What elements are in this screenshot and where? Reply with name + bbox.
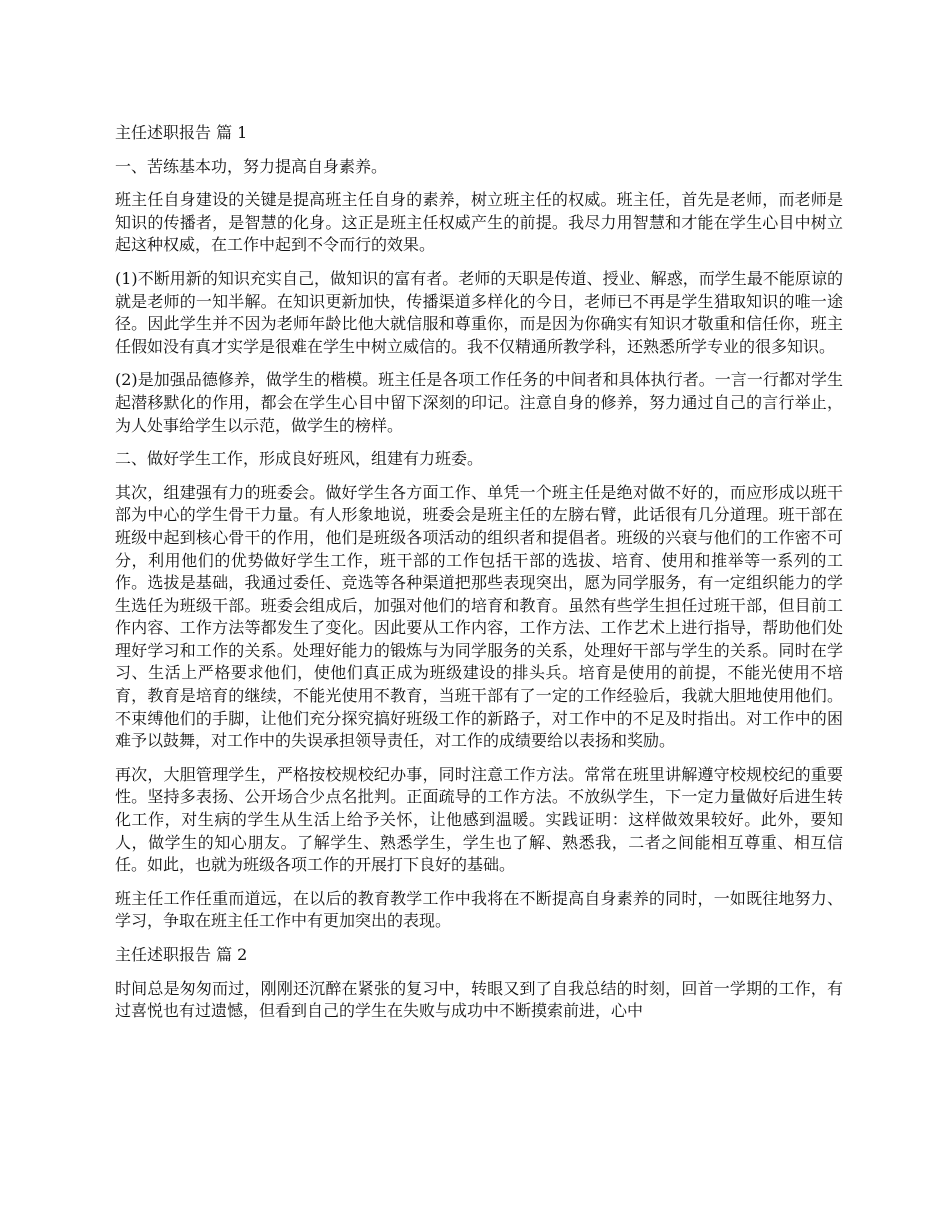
paragraph-6: 班主任工作任重而道远，在以后的教育教学工作中我将在不断提高自身素养的同时，一如既往地努力、学习，争取在班主任工作中有更加突出的表现。: [115, 888, 843, 931]
paragraph-1: 班主任自身建设的关键是提高班主任自身的素养，树立班主任的权威。班主任，首先是老师，而老师是知识的传播者，是智慧的化身。这正是班主任权威产生的前提。我尽力用智慧和才能在学生心目中树立起这种权威，在工作中起到不令而行的效果。: [115, 190, 843, 255]
report-title-1: 主任述职报告 篇 1: [115, 123, 248, 142]
paragraph-7: 时间总是匆匆而过，刚刚还沉醉在紧张的复习中，转眼又到了自我总结的时刻，回首一学期的工作，有过喜悦也有过遗憾，但看到自己的学生在失败与成功中不断摸索前进，心中: [115, 978, 843, 1021]
paragraph-2: (1)不断用新的知识充实自己，做知识的富有者。老师的天职是传道、授业、解惑，而学生最不能原谅的就是老师的一知半解。在知识更新加快，传播渠道多样化的今日，老师已不再是学生猎取知识的唯一途径。因此学生并不因为老师年龄比他大就信服和尊重你，而是因为你确实有知识才敬重和信任你，班主任假如没有真才实学是很难在学生中树立威信的。我不仅精通所教学科，还熟悉所学专业的很多知识。: [115, 268, 843, 356]
paragraph-3: (2)是加强品德修养，做学生的楷模。班主任是各项工作任务的中间者和具体执行者。一言一行都对学生起潜移默化的作用，都会在学生心目中留下深刻的印记。注意自身的修养，努力通过自己的言行举止，为人处事给学生以示范，做学生的榜样。: [115, 370, 843, 435]
paragraph-4: 其次，组建强有力的班委会。做好学生各方面工作、单凭一个班主任是绝对做不好的，而应形成以班干部为中心的学生骨干力量。有人形象地说，班委会是班主任的左膀右臂，此话很有几分道理。班干部在班级中起到核心骨干的作用，他们是班级各项活动的组织者和提倡者。班级的兴衰与他们的工作密不可分，利用他们的优势做好学生工作，班干部的工作包括干部的选拔、培育、使用和推举等一系列的工作。选拔是基础，我通过委任、竞选等各种渠道把那些表现突出，愿为同学服务，有一定组织能力的学生选任为班级干部。班委会组成后，加强对他们的培育和教育。虽然有些学生担任过班干部，但目前工作内容、工作方法等都发生了变化。因此要从工作内容，工作方法、工作艺术上进行指导，帮助他们处理好学习和工作的关系。处理好能力的锻炼与为同学服务的关系，处理好干部与学生的关系。同时在学习、生活上严格要求他们，使他们真正成为班级建设的排头兵。培育是使用的前提，不能光使用不培育，教育是培育的继续，不能光使用不教育，当班干部有了一定的工作经验后，我就大胆地使用他们。不束缚他们的手脚，让他们充分探究搞好班级工作的新路子，对工作中的不足及时指出。对工作中的困难予以鼓舞，对工作中的失误承担领导责任，对工作的成绩要给以表扬和奖励。: [115, 482, 843, 751]
document-page: [115, 122, 843, 1034]
report-title-2: 主任述职报告 篇 2: [115, 945, 248, 964]
section-heading-2: 二、做好学生工作，形成良好班风，组建有力班委。: [115, 449, 484, 469]
section-heading-1: 一、苦练基本功，努力提高自身素养。: [115, 156, 388, 176]
paragraph-5: 再次，大胆管理学生，严格按校规校纪办事，同时注意工作方法。常常在班里讲解遵守校规校纪的重要性。坚持多表扬、公开场合少点名批判。正面疏导的工作方法。不放纵学生，下一定力量做好后进生转化工作，对生病的学生从生活上给予关怀，让他感到温暖。实践证明：这样做效果较好。此外，要知人，做学生的知心朋友。了解学生、熟悉学生，学生也了解、熟悉我，二者之间能相互尊重、相互信任。如此，也就为班级各项工作的开展打下良好的基础。: [115, 764, 843, 875]
